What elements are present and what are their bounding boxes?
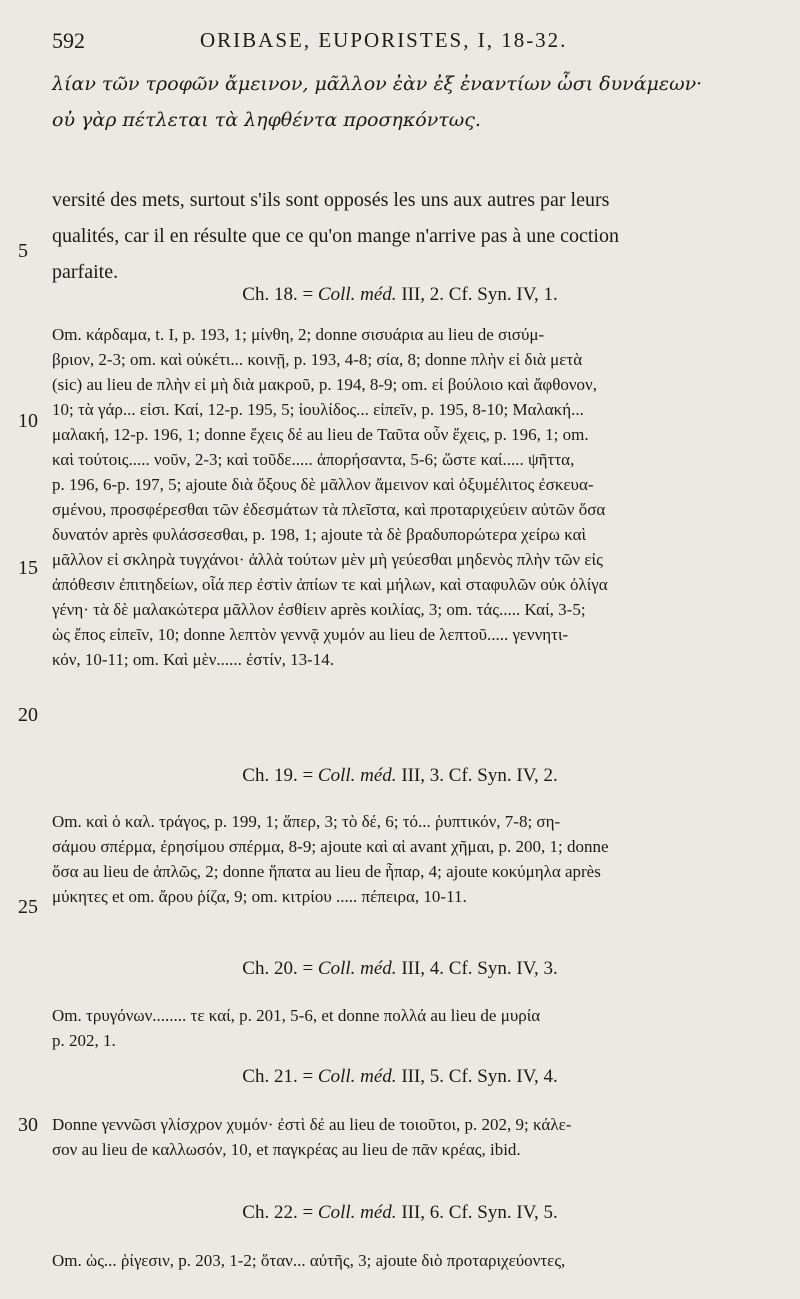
note-line: μᾶλλον εἰ σκληρὰ τυγχάνοι· ἀλλὰ τούτων μὲν μὴ γεύεσθαι μηδενὸς πλὴν τῶν εἰς — [52, 550, 603, 569]
chapter-heading-22 — [0, 1202, 800, 1224]
chapter-heading-suffix: III, 2. Cf. Syn. IV, 1. — [396, 284, 558, 305]
note-line: ὅσα au lieu de ἁπλῶς, 2; donne ἥπατα au lieu de ἧπαρ, 4; ajoute κοκύμηλα après — [52, 862, 601, 881]
running-title: ORIBASE, EUPORISTES, I, 18-32. — [200, 28, 568, 52]
note-line: καὶ τούτοις..... νοῦν, 2-3; καὶ τοῦδε..... ἀπορήσαντα, 5-6; ὥστε καί..... ψῆττα, — [52, 450, 575, 469]
note-line: Om. καὶ ὁ καλ. τράγος, p. 199, 1; ἅπερ, 3; τὸ δέ, 6; τό... ῥυπτικόν, 7-8; ση- — [52, 812, 561, 831]
chapter-heading-suffix: III, 3. Cf. Syn. IV, 2. — [396, 765, 558, 786]
chapter-heading-suffix: III, 4. Cf. Syn. IV, 3. — [396, 958, 558, 979]
chapter-heading-prefix: Ch. 22. = — [242, 1202, 318, 1223]
chapter-heading-prefix: Ch. 20. = — [242, 958, 318, 979]
chapter-heading-suffix: III, 5. Cf. Syn. IV, 4. — [396, 1066, 558, 1087]
line-number-10: 10 — [18, 410, 38, 432]
chapter-heading-collection: Coll. méd. — [317, 1066, 397, 1087]
chapter-heading-collection: Coll. méd. — [317, 284, 397, 305]
chapter-heading-prefix: Ch. 18. = — [242, 284, 318, 305]
chapter-heading-prefix: Ch. 19. = — [242, 765, 318, 786]
note-line: μύκητες et om. ἄρου ῥίζα, 9; om. κιτρίου ..... πέπειρα, 10-11. — [52, 887, 467, 906]
french-translation — [52, 182, 768, 290]
chapter-heading-collection: Coll. méd. — [317, 1202, 397, 1223]
note-line: σάμου σπέρμα, ἐρησίμου σπέρμα, 8-9; ajoute καὶ αἱ avant χῆμαι, p. 200, 1; donne — [52, 837, 609, 856]
chapter-heading-prefix: Ch. 21. = — [242, 1066, 318, 1087]
note-line: Om. τρυγόνων........ τε καί, p. 201, 5-6, et donne πολλά au lieu de μυρία — [52, 1006, 541, 1025]
chapter-heading-18 — [0, 284, 800, 306]
note-line: (sic) au lieu de πλὴν εἰ μὴ διὰ μακροῦ, p. 194, 8-9; om. εἰ βούλοιο καὶ ἄφθονον, — [52, 375, 597, 394]
greek-line: οὐ γὰρ πέτλεται τὰ ληφθέντα προσηκόντως. — [52, 109, 481, 131]
chapter-heading-suffix: III, 6. Cf. Syn. IV, 5. — [396, 1202, 558, 1223]
chapter-notes-19 — [52, 809, 768, 909]
page-header — [52, 28, 752, 58]
note-line: p. 196, 6-p. 197, 5; ajoute διὰ ὄξους δὲ μᾶλλον ἄμεινον καὶ ὀξυμέλιτος ἐσκευα- — [52, 475, 594, 494]
note-line: μαλακή, 12-p. 196, 1; donne ἔχεις δέ au lieu de Ταῦτα οὖν ἔχεις, p. 196, 1; om. — [52, 425, 589, 444]
note-line: Om. ὡς... ῥίγεσιν, p. 203, 1-2; ὅταν... αὐτῆς, 3; ajoute διὸ προταριχεύοντες, — [52, 1251, 566, 1270]
note-line: γένη· τὰ δὲ μαλακώτερα μᾶλλον ἐσθίειν après κοιλίας, 3; om. τάς..... Καί, 3-5; — [52, 600, 586, 619]
note-line: 10; τὰ γάρ... εἰσι. Καί, 12-p. 195, 5; ἰουλίδος... εἰπεῖν, p. 195, 8-10; Μαλακή... — [52, 400, 584, 419]
chapter-notes-21 — [52, 1112, 768, 1162]
chapter-notes-18 — [52, 322, 768, 672]
translation-line: parfaite. — [52, 261, 119, 283]
line-number-20: 20 — [18, 704, 38, 726]
note-line: Donne γεννῶσι γλίσχρον χυμόν· ἐστὶ δέ au lieu de τοιοῦτοι, p. 202, 9; κάλε- — [52, 1115, 572, 1134]
line-number-15: 15 — [18, 557, 38, 579]
note-line: ὡς ἔπος εἰπεῖν, 10; donne λεπτὸν γεννᾷ χυμόν au lieu de λεπτοῦ..... γεννητι- — [52, 625, 569, 644]
translation-line: versité des mets, surtout s'ils sont opposés les uns aux autres par leurs — [52, 189, 610, 211]
line-number-30: 30 — [18, 1114, 38, 1136]
note-line: βριον, 2-3; om. καὶ οὐκέτι... κοινῇ, p. 193, 4-8; σία, 8; donne πλὴν εἰ διὰ μετὰ — [52, 350, 583, 369]
chapter-heading-collection: Coll. méd. — [317, 765, 397, 786]
note-line: σμένου, προσφέρεσθαι τῶν ἐδεσμάτων τὰ πλεῖστα, καὶ προταριχεύειν αὐτῶν ὅσα — [52, 500, 606, 519]
note-line: p. 202, 1. — [52, 1031, 116, 1050]
chapter-notes-20 — [52, 1003, 768, 1053]
page-number: 592 — [52, 28, 85, 53]
line-number-5: 5 — [18, 240, 28, 262]
chapter-heading-19 — [0, 765, 800, 787]
chapter-heading-collection: Coll. méd. — [317, 958, 397, 979]
greek-intro-text — [52, 66, 768, 138]
chapter-heading-21 — [0, 1066, 800, 1088]
note-line: δυνατόν après φυλάσσεσθαι, p. 198, 1; ajoute τὰ δὲ βραδυπορώτερα χείρω καὶ — [52, 525, 587, 544]
translation-line: qualités, car il en résulte que ce qu'on mange n'arrive pas à une coction — [52, 225, 619, 247]
chapter-notes-22 — [52, 1248, 768, 1273]
note-line: ἀπόθεσιν ἐπιτηδείων, οἷά περ ἐστὶν ἀπίων τε καὶ μήλων, καὶ σταφυλῶν οὐκ ὀλίγα — [52, 575, 608, 594]
line-number-25: 25 — [18, 896, 38, 918]
note-line: κόν, 10-11; om. Καὶ μὲν...... ἐστίν, 13-14. — [52, 650, 334, 669]
note-line: Om. κάρδαμα, t. I, p. 193, 1; μίνθη, 2; donne σισυάρια au lieu de σισύμ- — [52, 325, 545, 344]
note-line: σον au lieu de καλλωσόν, 10, et παγκρέας au lieu de πᾶν κρέας, ibid. — [52, 1140, 521, 1159]
chapter-heading-20 — [0, 958, 800, 980]
greek-line: λίαν τῶν τροφῶν ἄμεινον, μᾶλλον ἐὰν ἐξ ἐναντίων ὦσι δυνάμεων· — [52, 73, 703, 95]
